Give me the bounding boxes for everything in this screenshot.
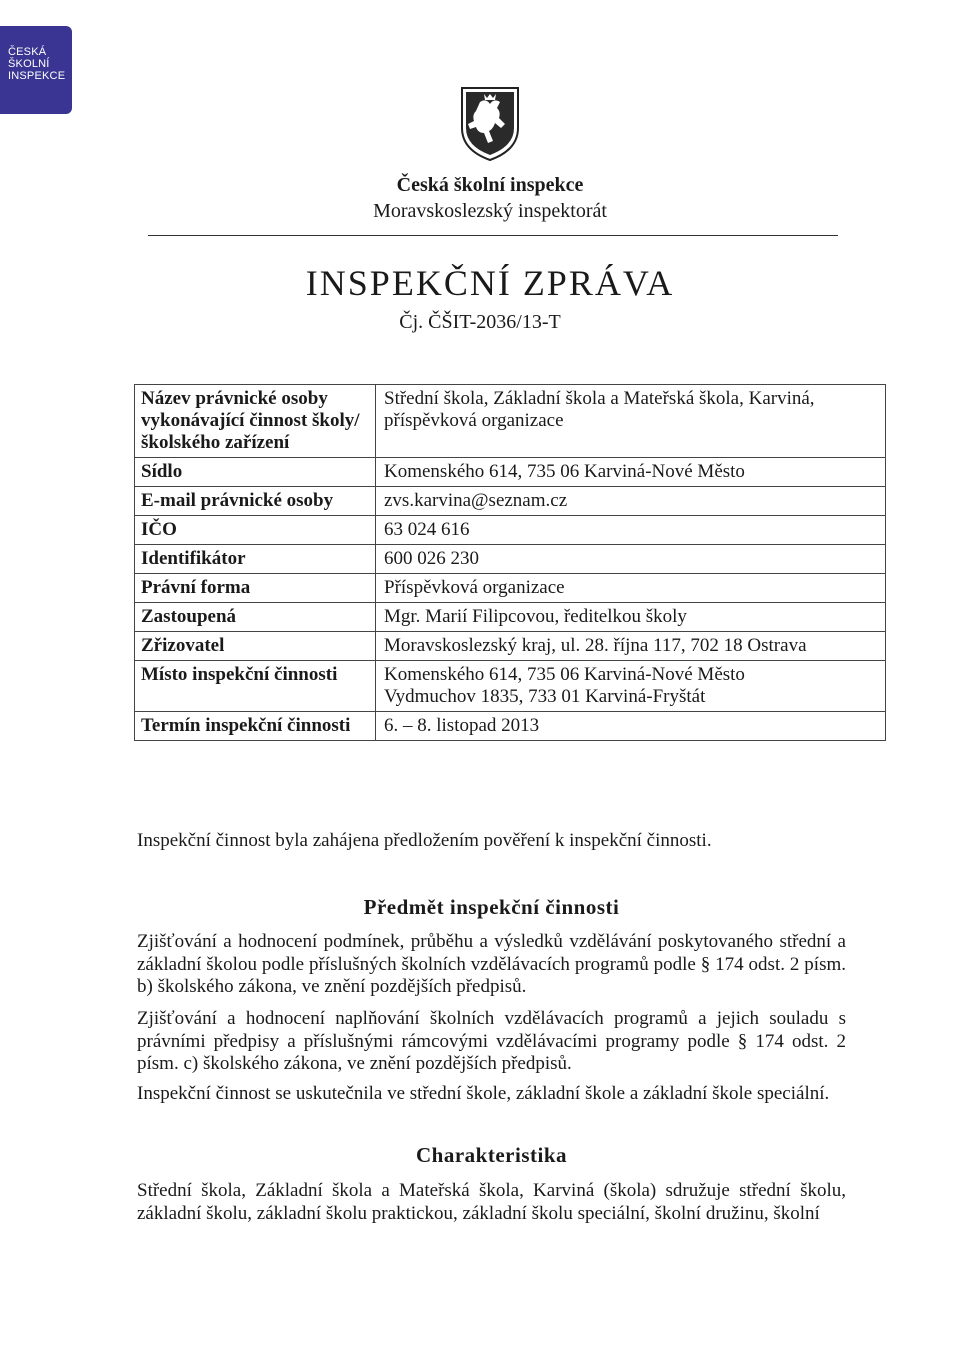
table-row [135,487,886,516]
ico-value: 63 024 616 [376,516,886,545]
report-number: Čj. ČŠIT-2036/13-T [399,311,561,333]
legal-entity-value: Střední škola, Základní škola a Mateřská škola, Karviná, příspěvková organizace [376,385,886,458]
school-info-table [134,384,886,741]
logo-line-2: ŠKOLNÍ [8,58,50,70]
table-row [135,632,886,661]
subject-paragraph-3: Inspekční činnost se uskutečnila ve střední škole, základní škole a základní škole speciální. [137,1083,830,1104]
seat-label: Sídlo [135,458,376,487]
logo-line-3: INSPEKCE [8,70,66,82]
represented-by-value: Mgr. Marií Filipcovou, ředitelkou školy [376,603,886,632]
table-row [135,574,886,603]
table-row [135,712,886,741]
inspection-place-value-1: Komenského 614, 735 06 Karviná-Nové Město [384,664,745,685]
characteristics-heading: Charakteristika [416,1143,567,1167]
email-value: zvs.karvina@seznam.cz [376,487,886,516]
subject-heading: Předmět inspekční činnosti [363,895,620,919]
seat-value: Komenského 614, 735 06 Karviná-Nové Město [376,458,886,487]
table-row [135,516,886,545]
characteristics-paragraph-1: Střední škola, Základní škola a Mateřská škola, Karviná (škola) sdružuje střední školu, základní školu, základní školu praktickou, základní školu speciální, školní družinu, školní [137,1180,846,1224]
table-row [135,385,886,458]
report-title: INSPEKČNÍ ZPRÁVA [305,263,675,303]
legal-form-label: Právní forma [135,574,376,603]
organization-name: Česká školní inspekce [396,174,584,196]
state-emblem-icon [458,84,522,162]
founder-label: Zřizovatel [135,632,376,661]
legal-entity-label: Název právnické osoby vykonávající činnost školy/školského zařízení [135,385,376,458]
logo-line-1: ČESKÁ [8,46,47,58]
inspection-date-value: 6. – 8. listopad 2013 [376,712,886,741]
identifier-value: 600 026 230 [376,545,886,574]
inspection-place-value-2: Vydmuchov 1835, 733 01 Karviná-Fryštát [384,686,706,707]
subject-paragraph-1: Zjišťování a hodnocení podmínek, průběhu a výsledků vzdělávání poskytovaného střední a základní školou podle příslušných školních vzdělávacích programů podle § 174 odst. 2 písm. b) školského zákona, ve znění pozdějších předpisů. [137,931,846,997]
csi-logo [0,26,72,114]
represented-by-label: Zastoupená [135,603,376,632]
table-row [135,458,886,487]
inspectorate-name: Moravskoslezský inspektorát [373,200,607,222]
table-row [135,603,886,632]
inspection-date-label: Termín inspekční činnosti [135,712,376,741]
legal-form-value: Příspěvková organizace [376,574,886,603]
inspection-place-label: Místo inspekční činnosti [135,661,376,712]
ico-label: IČO [135,516,376,545]
intro-paragraph: Inspekční činnost byla zahájena předložením pověření k inspekční činnosti. [137,830,712,851]
header-divider [148,235,838,236]
table-row [135,545,886,574]
subject-paragraph-2: Zjišťování a hodnocení naplňování školních vzdělávacích programů a jejich souladu s právními předpisy a příslušnými rámcovými vzdělávacími programy podle § 174 odst. 2 písm. c) školského zákona, ve znění pozdějších předpisů. [137,1008,846,1074]
table-row [135,661,886,712]
identifier-label: Identifikátor [135,545,376,574]
founder-value: Moravskoslezský kraj, ul. 28. října 117, 702 18 Ostrava [376,632,886,661]
email-label: E-mail právnické osoby [135,487,376,516]
